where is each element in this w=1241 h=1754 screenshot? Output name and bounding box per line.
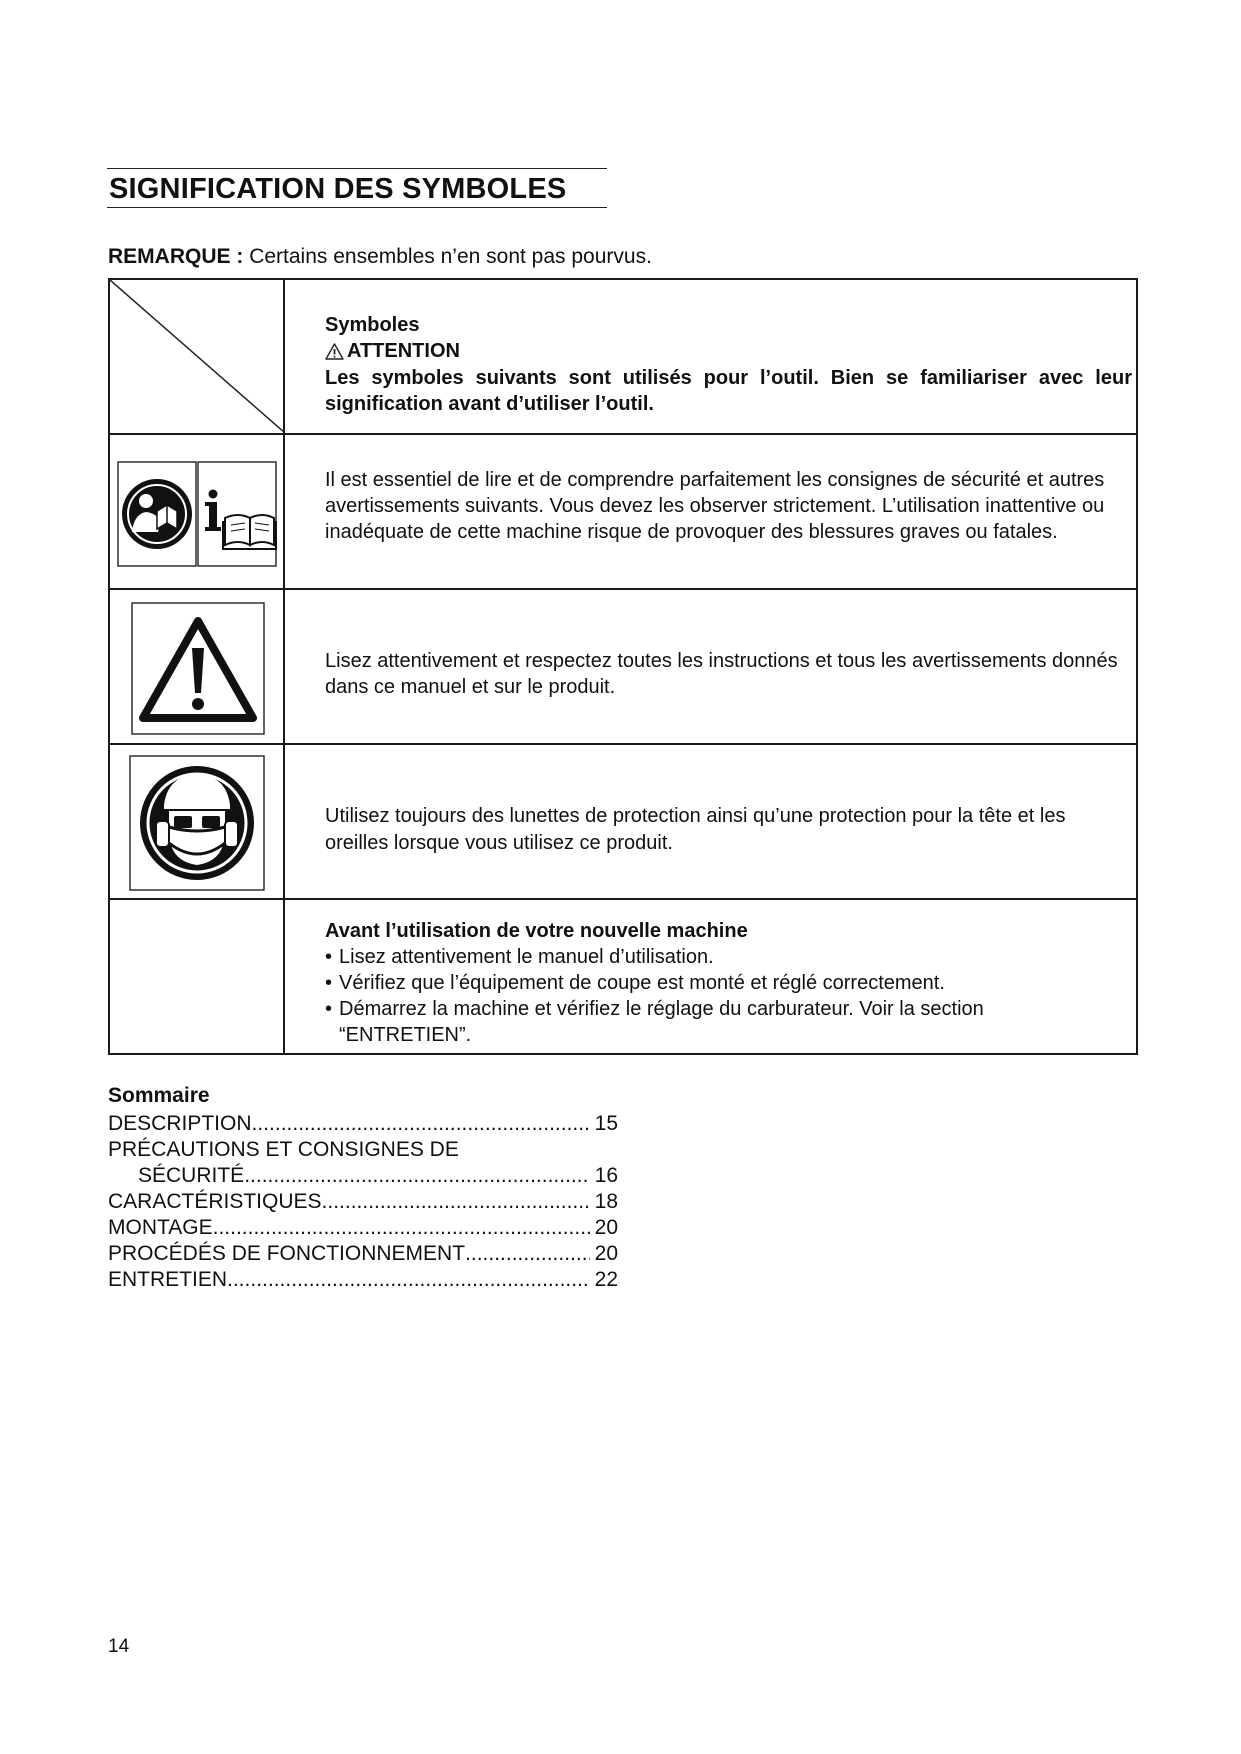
remark-text: Certains ensembles n’en sont pas pourvus. (249, 245, 652, 268)
toc-entry-montage[interactable] (108, 1215, 618, 1241)
toc-page: 18 (594, 1190, 618, 1213)
toc-entry-fonctionnement[interactable] (108, 1241, 618, 1267)
remark-label: REMARQUE : (108, 245, 244, 268)
empty-symbol-cell (109, 899, 284, 1054)
table-of-contents (108, 1111, 618, 1293)
toc-label[interactable]: PRÉCAUTIONS ET CONSIGNES DE (108, 1138, 459, 1161)
list-item: • Démarrez la machine et vérifiez le réglage du carburateur. Voir la section “ENTRETIEN”. (325, 996, 1045, 1048)
text-cell (284, 744, 1137, 899)
table-row (109, 589, 1137, 744)
list-item: • Lisez attentivement le manuel d’utilisation. (325, 946, 714, 968)
bullet-text: Démarrez la machine et vérifiez le réglage du carburateur. Voir la section “ENTRETIEN”. (339, 998, 984, 1046)
symbol-cell (109, 434, 284, 589)
sommaire-title: Sommaire (108, 1084, 210, 1107)
head-eye-ear-protection-icon (110, 745, 285, 898)
row-text: Il est essentiel de lire et de comprendre parfaitement les consignes de sécurité et autres avertissements suivants. Vous devez les observer strictement. L’utilisation inattentive ou inadéquate de cette machine risque de provoquer des blessures graves ou fatales. (325, 469, 1105, 543)
intro-attention (325, 338, 1132, 364)
list-item: • Vérifiez que l’équipement de coupe est monté et réglé correctement. (325, 972, 945, 994)
toc-entry-caracteristiques[interactable] (108, 1189, 618, 1215)
toc-label: ENTRETIEN (108, 1268, 228, 1291)
toc-entry-securite[interactable] (108, 1163, 618, 1189)
intro-text: Les symboles suivants sont utilisés pour l’outil. Bien se familiariser avec leur signification avant d’utiliser l’outil. (325, 367, 1132, 415)
table-row-intro (109, 279, 1137, 434)
toc-entry-entretien[interactable] (108, 1267, 618, 1293)
toc-label: DESCRIPTION (108, 1112, 252, 1135)
table-row-before-use (109, 899, 1137, 1054)
diagonal-line-icon (110, 280, 285, 433)
text-cell (284, 434, 1137, 589)
table-row (109, 744, 1137, 899)
page-number: 14 (108, 1636, 130, 1657)
toc-page: 20 (594, 1216, 618, 1239)
warning-triangle-icon (110, 590, 285, 743)
page-title: SIGNIFICATION DES SYMBOLES (109, 173, 567, 205)
remark (108, 245, 652, 269)
text-cell (284, 589, 1137, 744)
symbol-cell (109, 589, 284, 744)
attention-triangle-icon (325, 343, 344, 360)
toc-label: CARACTÉRISTIQUES (108, 1190, 322, 1213)
bullet-text: Lisez attentivement le manuel d’utilisation. (339, 946, 714, 968)
toc-page: 20 (594, 1242, 618, 1265)
toc-label: SÉCURITÉ (138, 1164, 245, 1187)
before-use-cell (284, 899, 1137, 1054)
toc-label: MONTAGE (108, 1216, 213, 1239)
symbols-table (108, 278, 1138, 1055)
row-text: Utilisez toujours des lunettes de protection ainsi qu’une protection pour la tête et les oreilles lorsque vous utilisez ce produit. (325, 805, 1066, 854)
attention-label: ATTENTION (347, 340, 460, 362)
toc-page: 15 (594, 1112, 618, 1135)
toc-label: PROCÉDÉS DE FONCTIONNEMENT (108, 1242, 466, 1265)
before-use-title: Avant l’utilisation de votre nouvelle machine (325, 920, 748, 942)
toc-page: 16 (594, 1164, 618, 1187)
title-block (107, 168, 607, 208)
read-manual-icon (110, 435, 285, 588)
toc-page: 22 (594, 1268, 618, 1291)
row-text: Lisez attentivement et respectez toutes les instructions et tous les avertissements donnés dans ce manuel et sur le produit. (325, 650, 1118, 698)
table-row (109, 434, 1137, 589)
symbol-cell (109, 744, 284, 899)
diagonal-cell (109, 279, 284, 434)
bullet-text: Vérifiez que l’équipement de coupe est monté et réglé correctement. (339, 972, 945, 994)
toc-entry-description[interactable] (108, 1111, 618, 1137)
intro-title: Symboles (325, 314, 420, 336)
intro-cell (284, 279, 1137, 434)
